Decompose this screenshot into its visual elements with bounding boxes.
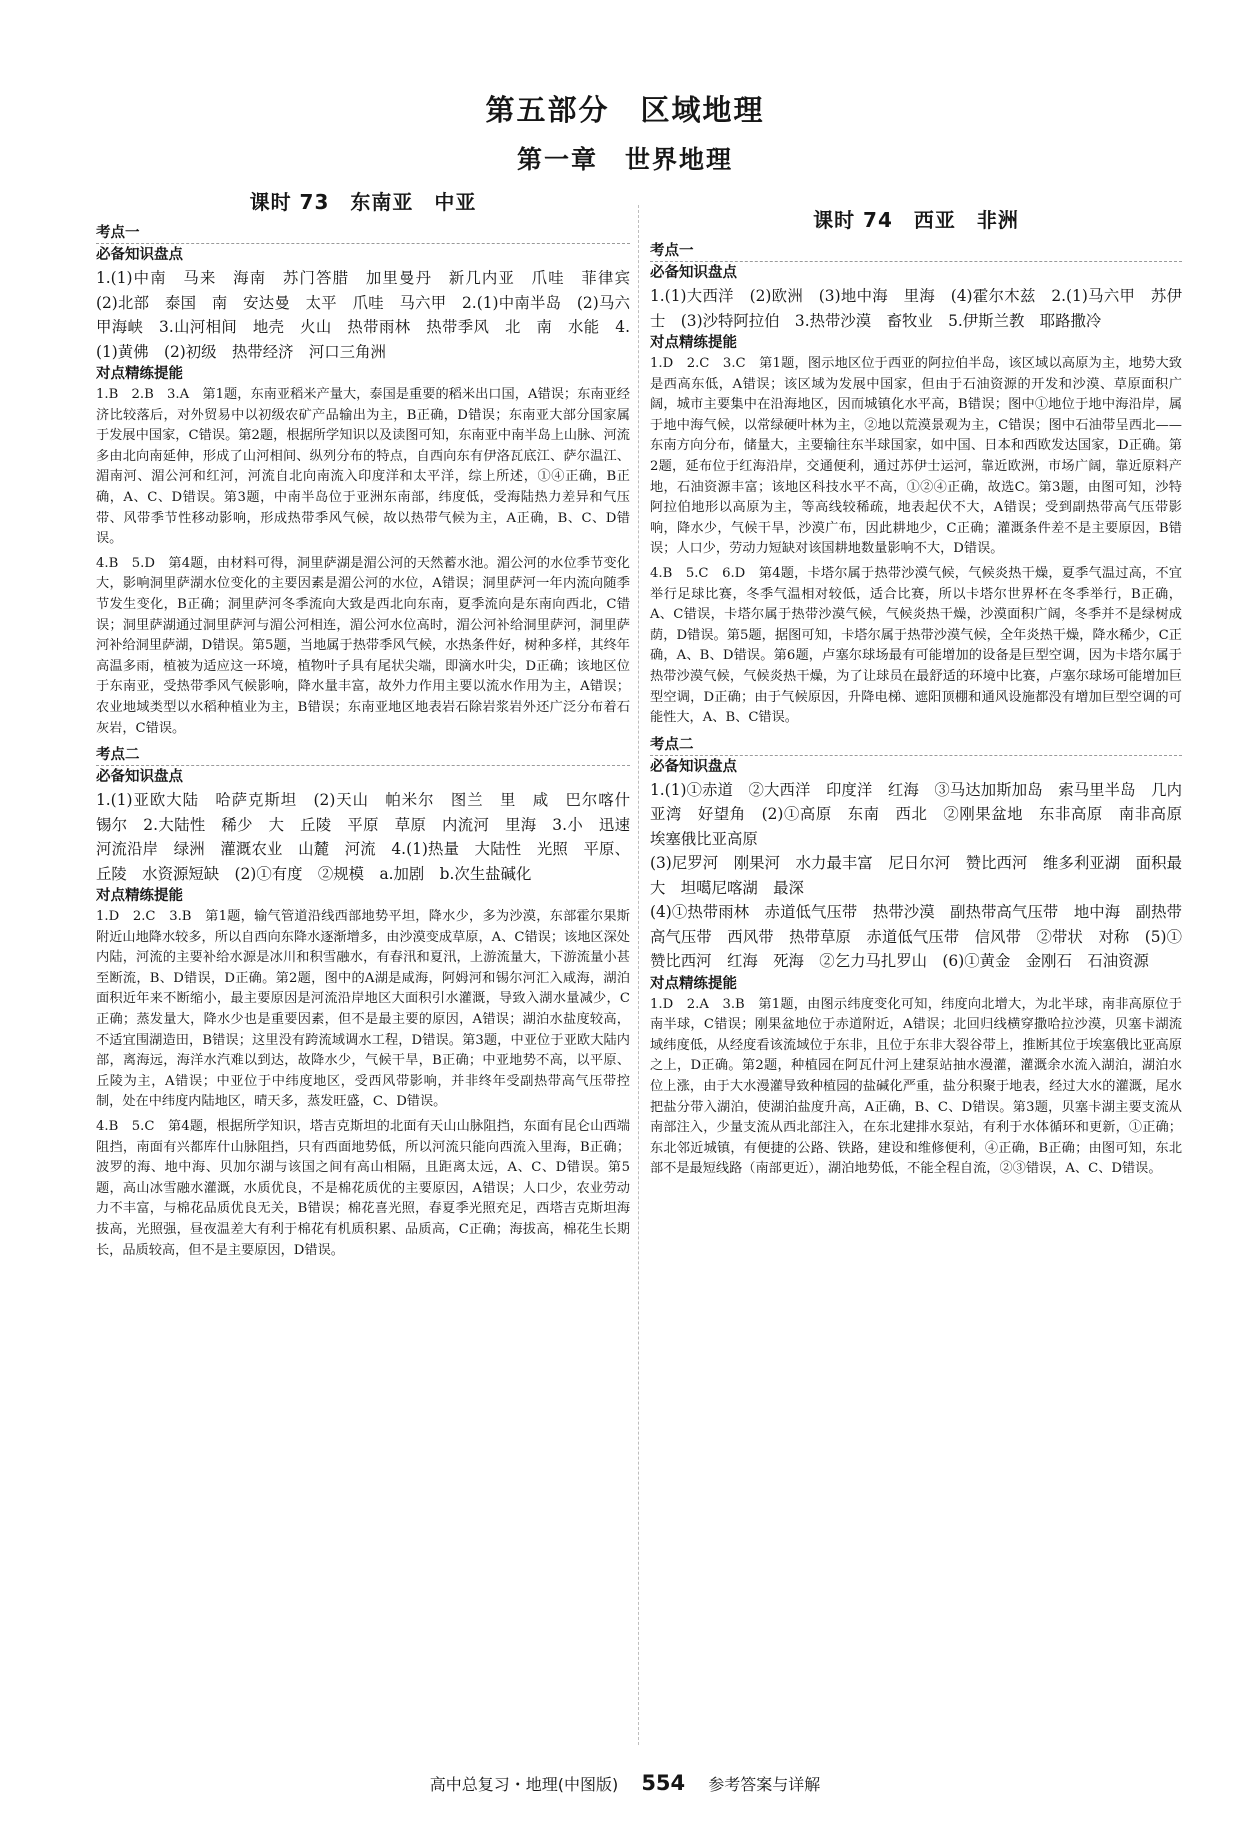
knowledge-text: 1.(1)①赤道 ②大西洋 印度洋 红海 ③马达加斯加岛 索马里半岛 几内亚湾 好望角 (2)①高原 东南 西北 ②刚果盆地 东非高原 南非高原 埃塞俄比亚高原	[650, 780, 1198, 848]
kaodian-heading: 考点二	[96, 743, 630, 766]
practice-paragraph: 1.D 2.C 3.B 第1题，输气管道沿线西部地势平坦，降水少，多为沙漠，东部霍尔果斯附近山地降水较多，所以自西向东降水逐渐增多，由沙漠变成草原，A、C错误；该地区深处内陆，河流的主要补给水源是冰川和积雪融水，有春汛和夏汛，上游流量大，下游流量小甚至断流，B、D错误，D正确。第2题，图中的A湖是咸海，阿姆河和锡尔河汇入咸海，湖泊面积近年来不断缩小，最主要原因是河流沿岸地区大面积引水灌溉，导致入湖水量减少，C正确；蒸发量大，降水少也是重要因素，但不是最主要的原因，A错误；湖泊水盐度较高，不适宜围湖造田，B错误；这里没有跨流域调水工程，D错误。第3题，中亚位于亚欧大陆内部，离海远，海洋水汽难以到达，故降水少，气候干旱，B正确；中亚地势不高，以平原、丘陵为主，A错误；中亚位于中纬度地区，受西风带影响，并非终年受副热带高气压带控制，处在中纬度内陆地区，晴天多，蒸发旺盛，C、D错误。	[96, 909, 630, 1110]
practice-heading: 对点精练提能	[96, 888, 183, 905]
knowledge-heading: 必备知识盘点	[650, 265, 737, 281]
practice-paragraph: 4.B 5.C 第4题，根据所学知识，塔吉克斯坦的北面有天山山脉阻挡，东面有昆仑山西端阻挡，南面有兴都库什山脉阻挡，只有西面地势低，所以河流只能向西流入里海，B正确；波罗的海、地中海、贝加尔湖与该国之间有高山相隔，且距离太远，A、C、D错误。第5题，高山冰雪融水灌溉，水质优良，不是棉花质优的主要原因，A错误；人口少，农业劳动力不丰富，与棉花品质优良无关，B错误；棉花喜光照，春夏季光照充足，西塔吉克斯坦海拔高，光照强，昼夜温差大有利于棉花有机质积累、品质高，C正确；海拔高，棉花生长期长，品质较高，但不是主要原因，D错误。	[96, 1119, 630, 1258]
right-column	[650, 198, 1198, 1758]
kaodian-heading: 考点一	[650, 239, 1182, 262]
knowledge-text: 1.(1)大西洋 (2)欧洲 (3)地中海 里海 (4)霍尔木兹 2.(1)马六甲 苏伊士 (3)沙特阿拉伯 3.热带沙漠 畜牧业 5.伊斯兰教 耶路撒冷	[650, 287, 1182, 330]
lesson-title-74: 课时 74 西亚 非洲	[813, 208, 1019, 232]
practice-heading: 对点精练提能	[96, 366, 183, 382]
page-number: 554	[641, 1771, 686, 1795]
kaodian-heading: 考点二	[650, 733, 1182, 756]
practice-paragraph: 1.D 2.C 3.C 第1题，图示地区位于西亚的阿拉伯半岛，该区域以高原为主，地势大致是西高东低，A错误；该区域为发展中国家，但由于石油资源的开发和沙漠、草原面积广阔，城市主要集中在沿海地区，因而城镇化水平高，B错误；图中①地位于地中海沿岸，属于地中海气候，以常绿硬叶林为主，②地以荒漠景观为主，C错误；图中石油带呈西北——东南方向分布，储量大，主要输往东半球国家，如中国、日本和西欧发达国家，D正确。第2题，延布位于红海沿岸，交通便利，通过苏伊士运河，靠近欧洲，市场广阔，靠近原料产地，石油资源丰富；该地区科技水平不高，①②④正确，故选C。第3题，由图可知，沙特阿拉伯地形以高原为主，等高线较稀疏，地表起伏不大，A错误；受到副热带高气压带影响，降水少，气候干旱，沙漠广布，因此耕地少，C正确；灌溉条件差不是主要原因，B错误；人口少，劳动力短缺对该国耕地数量影响不大，D错误。	[650, 356, 1182, 557]
part-title: 第五部分 区域地理	[485, 93, 765, 127]
practice-heading: 对点精练提能	[650, 335, 737, 351]
practice-paragraph: 4.B 5.C 6.D 第4题，卡塔尔属于热带沙漠气候，气候炎热干燥，夏季气温过高，不宜举行足球比赛，冬季气温相对较低，适合比赛，所以卡塔尔世界杯在冬季举行，B正确，A、C错误，卡塔尔属于热带沙漠气候，气候炎热干燥，沙漠面积广阔，冬季并不是绿树成荫，D错误。第5题，据图可知，卡塔尔属于热带沙漠气候，全年炎热干燥，降水稀少，C正确，A、B、D错误。第6题，卢塞尔球场最有可能增加的设备是巨型空调，因为卡塔尔属于热带沙漠气候，气候炎热干燥，为了让球员在最舒适的环境中比赛，卢塞尔球场可能增加巨型空调，D正确；由于气候原因，升降电梯、遮阳顶棚和通风设施都没有增加巨型空调的可能性大，A、B、C错误。	[650, 565, 1182, 726]
knowledge-heading: 必备知识盘点	[96, 769, 183, 786]
footer-section-title: 参考答案与详解	[708, 1775, 821, 1794]
practice-paragraph: 1.B 2.B 3.A 第1题，东南亚稻米产量大，泰国是重要的稻米出口国，A错误；东南亚经济比较落后，对外贸易中以初级农矿产品输出为主，B正确，D错误；东南亚大部分国家属于发展中国家，C错误。第2题，根据所学知识以及读图可知，东南亚中南半岛上山脉、河流多由北向南延伸，形成了山河相间、纵列分布的特点，自西向东有伊洛瓦底江、萨尔温江、湄南河、湄公河和红河，河流自北向南流入印度洋和太平洋，综上所述，①④正确，B正确，A、C、D错误。第3题，中南半岛位于亚洲东南部，纬度低，受海陆热力差异和气压带、风带季节性移动影响，形成热带季风气候，故以热带气候为主，A正确，B、C、D错误。	[96, 387, 630, 547]
lesson-title-73: 课时 73 东南亚 中亚	[249, 190, 477, 214]
footer-book-title: 高中总复习・地理(中图版)	[429, 1775, 619, 1794]
knowledge-text: 1.(1)亚欧大陆 哈萨克斯坦 (2)天山 帕米尔 图兰 里 咸 巴尔喀什 锡尔 2.大陆性 稀少 大 丘陵 平原 草原 内流河 里海 3.小 迅速 河流沿岸 绿洲 灌溉农业 山麓 河流 4.(1)热量 大陆性 光照 平原、丘陵 水资源短缺 (2)①有度 ②规模 a.加剧 b.次生盐碱化	[96, 791, 646, 883]
practice-heading: 对点精练提能	[650, 975, 737, 992]
knowledge-heading: 必备知识盘点	[96, 247, 183, 263]
left-column	[96, 180, 646, 1760]
chapter-title: 第一章 世界地理	[516, 145, 733, 174]
practice-paragraph: 4.B 5.D 第4题，由材料可得，洞里萨湖是湄公河的天然蓄水池。湄公河的水位季节变化大，影响洞里萨湖水位变化的主要因素是湄公河的水位，A错误；洞里萨河一年内流向随季节发生变化，B正确；洞里萨河冬季流向大致是西北向东南，夏季流向是东南向西北，C错误；洞里萨湖通过洞里萨河与湄公河相连，湄公河水位高时，湄公河补给洞里萨河，洞里萨河补给洞里萨湖，D错误。第5题，当地属于热带季风气候，水热条件好，树种多样，其终年高温多雨，植被为适应这一环境，植物叶子具有尾状尖端，即滴水叶尖，D正确；该地区位于东南亚，受热带季风气候影响，降水量丰富，故外力作用主要以流水作用为主，A错误；农业地域类型以水稻种植业为主，B错误；东南亚地区地表岩石除岩浆岩外还广泛分布着石灰岩，C错误。	[96, 555, 630, 736]
page-footer	[0, 1771, 1250, 1795]
kaodian-heading: 考点一	[96, 221, 630, 244]
knowledge-text: (4)①热带雨林 赤道低气压带 热带沙漠 副热带高气压带 地中海 副热带高气压带 西风带 热带草原 赤道低气压带 信风带 ②带状 对称 (5)①赞比西河 红海 死海 ②乞力马扎罗山 (6)①黄金 金刚石 石油资源	[650, 903, 1182, 971]
knowledge-heading: 必备知识盘点	[650, 758, 737, 775]
practice-paragraph: 1.D 2.A 3.B 第1题，由图示纬度变化可知，纬度向北增大，为北半球，南非高原位于南半球，C错误；刚果盆地位于赤道附近，A错误；北回归线横穿撒哈拉沙漠，贝塞卡湖流域纬度低，从经度看该流域位于东非，且位于东非大裂谷带上，推断其位于埃塞俄比亚高原之上，D正确。第2题，种植园在阿瓦什河上建泵站抽水漫灌，灌溉余水流入湖泊，湖泊水位上涨，由于大水漫灌导致种植园的盐碱化严重，盐分积聚于地表，经过大水的灌溉，尾水把盐分带入湖泊，使湖泊盐度升高，A正确，B、C、D错误。第3题，贝塞卡湖主要支流从南部注入，少量支流从西北部注入，在东北建排水泵站，有利于水体循环和更新，①正确；东北邻近城镇，有便捷的公路、铁路，建设和维修便利，④正确，B正确；由图可知，东北部不是最短线路（南部更近），湖泊地势低，不能全程自流，②③错误，A、C、D错误。	[650, 996, 1182, 1177]
knowledge-text: 1.(1)中南 马来 海南 苏门答腊 加里曼丹 新几内亚 爪哇 菲律宾 (2)北部 泰国 南 安达曼 太平 爪哇 马六甲 2.(1)中南半岛 (2)马六甲海峡 3.山河相间 地壳 火山 热带雨林 热带季风 北 南 水能 4.(1)黄佛 (2)初级 热带经济 河口三角洲	[96, 269, 646, 361]
knowledge-text: (3)尼罗河 刚果河 水力最丰富 尼日尔河 赞比西河 维多利亚湖 面积最大 坦噶尼喀湖 最深	[650, 854, 1182, 897]
column-divider	[638, 205, 639, 1745]
